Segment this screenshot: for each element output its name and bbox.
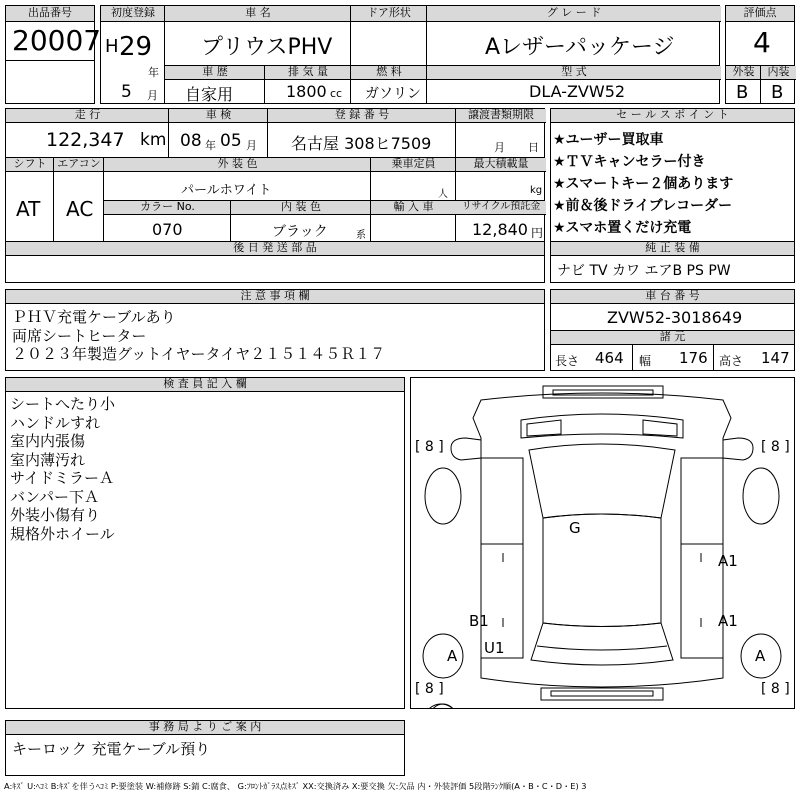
inspector-line: サイドミラーＡ bbox=[10, 469, 114, 487]
mileage: 122,347 bbox=[46, 129, 125, 151]
inspector-line: バンパー下Ａ bbox=[10, 487, 99, 506]
ext-color-label: 外 装 色 bbox=[104, 158, 371, 172]
inspector-line: 室内薄汚れ bbox=[10, 450, 86, 469]
inspect-year-unit: 年 bbox=[205, 139, 216, 152]
load-unit: kg bbox=[530, 185, 543, 196]
chassis-label: 車 台 番 号 bbox=[551, 290, 794, 304]
height-label: 高さ bbox=[719, 354, 744, 368]
first-reg-year: 29 bbox=[119, 32, 153, 62]
first-reg-label: 初度登録 bbox=[101, 6, 165, 22]
specs-label: 諸 元 bbox=[551, 331, 794, 345]
inspector-line: シートへたり小 bbox=[10, 395, 116, 413]
damage-mark-right-rear: A1 bbox=[718, 612, 738, 630]
damage-mark-left-quarter: U1 bbox=[484, 639, 505, 657]
model-label: 型 式 bbox=[427, 66, 721, 80]
width-label: 幅 bbox=[639, 354, 652, 368]
int-color-label: 内 装 色 bbox=[231, 201, 371, 215]
inspector-line: ハンドルすれ bbox=[10, 413, 101, 432]
sales-point: ★ＴＶキャンセラー付き bbox=[553, 154, 706, 170]
int-color: ブラック bbox=[272, 224, 328, 240]
disp-unit: cc bbox=[330, 87, 343, 100]
equipment-box bbox=[550, 241, 795, 283]
inspector-label: 検 査 員 記 入 欄 bbox=[6, 378, 404, 392]
damage-mark-windshield: G bbox=[569, 519, 581, 537]
chassis-number: ZVW52-3018649 bbox=[607, 308, 743, 327]
car-name: プリウスPHV bbox=[201, 35, 333, 60]
import-label: 輸 入 車 bbox=[371, 201, 456, 215]
transfer-label: 譲渡書類期限 bbox=[456, 109, 546, 123]
damage-mark-right-front: A1 bbox=[718, 552, 738, 570]
capacity-label: 乗車定員 bbox=[371, 158, 456, 172]
fuel: ガソリン bbox=[365, 86, 421, 102]
inspector-line: 外装小傷有り bbox=[10, 506, 101, 524]
color-no-label: カラー No. bbox=[104, 201, 231, 215]
plate-label: 登 録 番 号 bbox=[268, 109, 456, 123]
legend: A:ｷｽﾞ U:ﾍｺﾐ B:ｷｽﾞを伴うﾍｺﾐ P:要塗装 W:補修跡 S:錆 C:腐食、 G:ﾌﾛﾝﾄｶﾞﾗｽ点ｷｽﾞ XX:交換済み X:要交換 欠:欠品 内・外装評価 5段階ﾗﾝｸ順(A・B・C・D・E) 3 bbox=[4, 781, 587, 791]
car-name-label: 車 名 bbox=[165, 6, 351, 22]
ext-color: パールホワイト bbox=[181, 183, 272, 198]
int-color-suffix: 系 bbox=[356, 230, 366, 241]
sales-point: ★前＆後ドライブレコーダー bbox=[553, 198, 733, 214]
width: 176 bbox=[679, 349, 708, 367]
damage-mark-left-rear: B1 bbox=[469, 612, 489, 630]
sales-point: ★スマートキー２個あります bbox=[553, 176, 734, 192]
tread-rear-right: [ 8 ] bbox=[761, 681, 790, 697]
ac: AC bbox=[66, 197, 94, 221]
office-box bbox=[5, 720, 405, 776]
fuel-label: 燃 料 bbox=[351, 66, 427, 80]
era: H bbox=[105, 36, 119, 57]
note-line: ２０２３年製造グットイヤータイヤ２１５１４５Ｒ１７ bbox=[12, 345, 386, 363]
sales-points-label: セ ー ル ス ポ イ ン ト bbox=[551, 109, 794, 123]
recycle-label: リサイクル預託金 bbox=[456, 201, 546, 215]
shift: AT bbox=[16, 197, 41, 221]
inspector-line: 規格外ホイール bbox=[10, 524, 115, 543]
office-text: キーロック 充電ケーブル預り bbox=[12, 740, 211, 758]
inspect-label: 車 検 bbox=[169, 109, 268, 123]
inspector-line: 室内内張傷 bbox=[10, 432, 86, 450]
model: DLA-ZVW52 bbox=[529, 82, 626, 101]
score-box bbox=[725, 5, 795, 104]
chassis-box bbox=[550, 289, 795, 371]
lot-number: 20007 bbox=[12, 24, 102, 57]
tread-front-right: [ 8 ] bbox=[761, 439, 790, 455]
main-info-box bbox=[100, 5, 720, 104]
office-label: 事 務 局 よ り ご 案 内 bbox=[6, 721, 404, 735]
vehicle-detail-box bbox=[5, 108, 545, 242]
length: 464 bbox=[595, 349, 624, 367]
inspect-month: 05 bbox=[220, 131, 242, 151]
month-unit: 月 bbox=[147, 89, 158, 102]
notes-box bbox=[5, 289, 545, 371]
year-unit: 年 bbox=[148, 66, 159, 79]
mileage-unit: km bbox=[140, 130, 167, 150]
door-label: ドア形状 bbox=[351, 6, 427, 22]
shift-label: シフト bbox=[6, 158, 54, 172]
equipment: ナビ TV カワ エアB PS PW bbox=[557, 263, 731, 279]
sales-point: ★ユーザー買取車 bbox=[553, 132, 664, 148]
tread-front-left: [ 8 ] bbox=[415, 439, 444, 455]
car-diagram bbox=[411, 378, 794, 708]
color-no: 070 bbox=[152, 220, 183, 239]
load-label: 最大積載量 bbox=[456, 158, 546, 172]
sales-points-box bbox=[550, 108, 795, 242]
lot-lower-box bbox=[5, 60, 95, 104]
wheel-mark-left: A bbox=[447, 647, 458, 665]
later-parts-label: 後 日 発 送 部 品 bbox=[6, 242, 544, 256]
score: 4 bbox=[753, 26, 771, 59]
tread-rear-left: [ 8 ] bbox=[415, 681, 444, 697]
inspector-box bbox=[5, 377, 405, 709]
wheel-mark-right: A bbox=[755, 647, 766, 665]
recycle-fee: 12,840 bbox=[472, 220, 528, 239]
length-label: 長さ bbox=[555, 354, 580, 368]
first-reg-month: 5 bbox=[121, 82, 132, 102]
transfer-month: 月 bbox=[494, 141, 505, 154]
ext-grade-label: 外装 bbox=[726, 66, 761, 80]
inspect-year: 08 bbox=[180, 131, 202, 151]
car-diagram-box bbox=[410, 377, 795, 709]
disp-label: 排 気 量 bbox=[265, 66, 351, 80]
sales-point: ★スマホ置くだけ充電 bbox=[553, 220, 692, 236]
equipment-label: 純 正 装 備 bbox=[551, 242, 794, 256]
int-grade: B bbox=[771, 82, 784, 103]
transfer-day: 日 bbox=[528, 141, 539, 154]
displacement: 1800 bbox=[286, 82, 327, 101]
inspect-month-unit: 月 bbox=[246, 139, 257, 152]
history: 自家用 bbox=[185, 85, 234, 104]
capacity-unit: 人 bbox=[438, 189, 448, 200]
height: 147 bbox=[761, 349, 790, 367]
later-parts-box bbox=[5, 241, 545, 283]
notes-label: 注 意 事 項 欄 bbox=[6, 290, 544, 304]
recycle-unit: 円 bbox=[531, 226, 544, 240]
note-line: 両席シートヒーター bbox=[12, 326, 147, 345]
plate-number: 名古屋 308ヒ7509 bbox=[291, 134, 432, 153]
ext-grade: B bbox=[736, 82, 749, 103]
grade: Aレザーパッケージ bbox=[485, 35, 675, 60]
note-line: ＰＨＶ充電ケーブルあり bbox=[12, 308, 176, 326]
lot-box bbox=[5, 5, 102, 61]
lot-label: 出品番号 bbox=[6, 6, 94, 22]
score-label: 評価点 bbox=[726, 6, 794, 22]
grade-label: グ レ ー ド bbox=[427, 6, 721, 22]
history-label: 車 歴 bbox=[165, 66, 265, 80]
int-grade-label: 内装 bbox=[761, 66, 796, 80]
mileage-label: 走 行 bbox=[6, 109, 169, 123]
ac-label: エアコン bbox=[54, 158, 104, 172]
